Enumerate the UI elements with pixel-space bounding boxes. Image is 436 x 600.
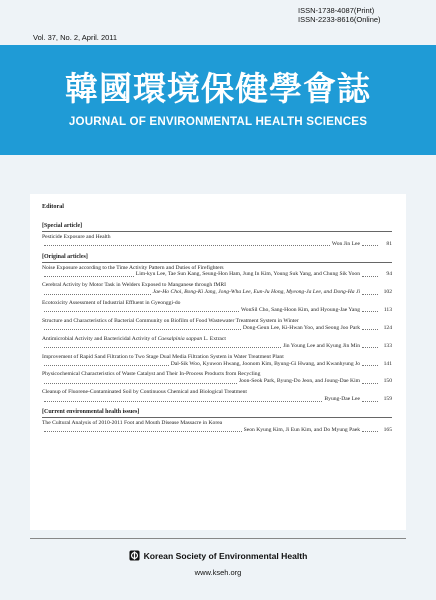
english-journal-title: JOURNAL OF ENVIRONMENTAL HEALTH SCIENCES [68,115,368,128]
article-page: 141 [383,360,392,367]
leader-dots [44,347,281,348]
article-title: Cleanup of Fluorene-Contaminated Soil by Continuous Chemical and Biological Treatment [42,389,247,396]
article-authors: Byung-Dae Lee [324,396,360,403]
leader-dots [44,383,237,384]
article-authors: WonSil Cho, Sang-Hoon Kim, and Hyoung-Jae Yang [240,307,360,314]
article-authors: Jin Young Lee and Kyung Jin Min [283,342,360,349]
toc-entry[interactable] [42,420,392,434]
toc-entry[interactable] [42,318,392,332]
toc-entry[interactable] [42,336,392,350]
issn-print: ISSN-1738-4087(Print) [298,6,375,15]
article-title: Physicochemical Characteristics of Waste Catalyst and Their In-Process Products from Recycling [42,371,261,378]
title-banner [0,45,436,155]
article-authors: Jae-Ho Choi, Bong-Ki Jang, Jong-Wha Lee, Eun-Ju Hong, Myeong-Ja Lee, and Dong-Ha Ji [152,289,360,296]
leader-dots [44,401,322,402]
article-authors: Joon-Seok Park, Byung-Do Jeon, and Joung-Dae Kim [238,378,360,385]
article-title: Pesticide Exposure and Health [42,233,111,240]
korean-journal-title: 韓國環境保健學會誌 [65,69,371,108]
article-authors: Won Jin Lee [331,240,360,247]
leader-dots [44,294,151,295]
article-title: Structure and Characteristics of Bacterial Community on Biofilm of Food Wastewater Treatment System in Winter [42,317,299,324]
article-title: Noise Exposure according to the Time Activity Pattern and Duties of Firefighters [42,264,224,271]
issn-online: ISSN-2233-8616(Online) [298,15,381,24]
leader-dots [362,347,378,348]
article-page: 150 [383,378,392,385]
volume-info: Vol. 37, No. 2, April. 2011 [33,33,118,42]
article-authors: Lim-kyu Lee, Tae Sun Kang, Seung-Hon Ham, Jung In Kim, Young Suk Yang, and Chung Sik Yoon [135,271,360,278]
leader-dots [362,294,378,295]
article-title [42,336,392,343]
leader-dots [44,311,239,312]
leader-dots [44,365,169,366]
leader-dots [362,431,378,432]
leader-dots [362,401,378,402]
leader-dots [362,365,378,366]
article-title: Cerebral Activity by Motor Task in Welders Exposed to Manganese through fMRI [42,282,226,289]
section-heading-special: [Special article] [42,222,83,229]
section-heading-original: [Original articles] [42,253,88,260]
article-title: Ecotoxicity Assessment of Industrial Effluent in Gyeonggi-do [42,300,181,307]
article-page: 165 [383,426,392,433]
article-page: 81 [386,240,392,247]
society-url[interactable]: www.kseh.org [194,568,242,577]
toc-entry[interactable] [42,389,392,403]
leader-dots [44,276,134,277]
leader-dots [362,276,378,277]
article-authors: Dal-Sik Woo, Kyuwon Hwang, Joonom Kim, Byung-Gi Hwang, and Kwanhyung Jo [170,360,360,367]
leader-dots [362,311,378,312]
article-authors: Seon Kyung Kim, Ji Eun Kim, and Do Myung Paek [243,426,360,433]
leader-dots [44,329,241,330]
section-rule [42,262,392,263]
section-heading-issues: [Current environmental health issues] [42,409,140,416]
leader-dots [362,245,378,246]
article-page: 102 [383,289,392,296]
toc-entry[interactable] [42,265,392,279]
article-title: Improvement of Rapid Sand Filtration to Two Stage Dual Media Filtration System in Water Treatment Plant [42,353,284,360]
article-page: 159 [383,396,392,403]
footer-divider [30,538,406,539]
editoral-heading: Editoral [42,203,65,210]
toc-entry[interactable] [42,371,392,385]
toc-entry[interactable] [42,282,392,296]
society-block [0,550,436,561]
toc-entry[interactable] [42,234,392,248]
table-of-contents [30,194,406,530]
article-title-suffix: L. Extract [202,335,226,342]
leader-dots [44,245,330,246]
leader-dots [44,431,242,432]
issn-block [298,6,418,24]
article-page: 133 [383,342,392,349]
ksceh-logo-icon [129,550,140,561]
article-title: The Cultural Analysis of 2010-2011 Foot and Mouth Disease Massacre in Korea [42,419,223,426]
toc-entry[interactable] [42,300,392,314]
leader-dots [362,329,378,330]
article-page: 113 [383,307,392,314]
society-name: Korean Society of Environmental Health [143,550,308,561]
section-rule [42,417,392,418]
section-rule [42,231,392,232]
article-authors: Dong-Geun Lee, Ki-Hwan Yoo, and Seong Joo Park [242,324,360,331]
toc-entry[interactable] [42,354,392,368]
leader-dots [362,383,378,384]
article-title-prefix: Antimicrobial Activity and Bactericidal Activity of [42,335,158,342]
article-title-species: Caesalpinia sappan [157,335,203,342]
article-page: 124 [383,324,392,331]
article-page: 94 [386,271,392,278]
